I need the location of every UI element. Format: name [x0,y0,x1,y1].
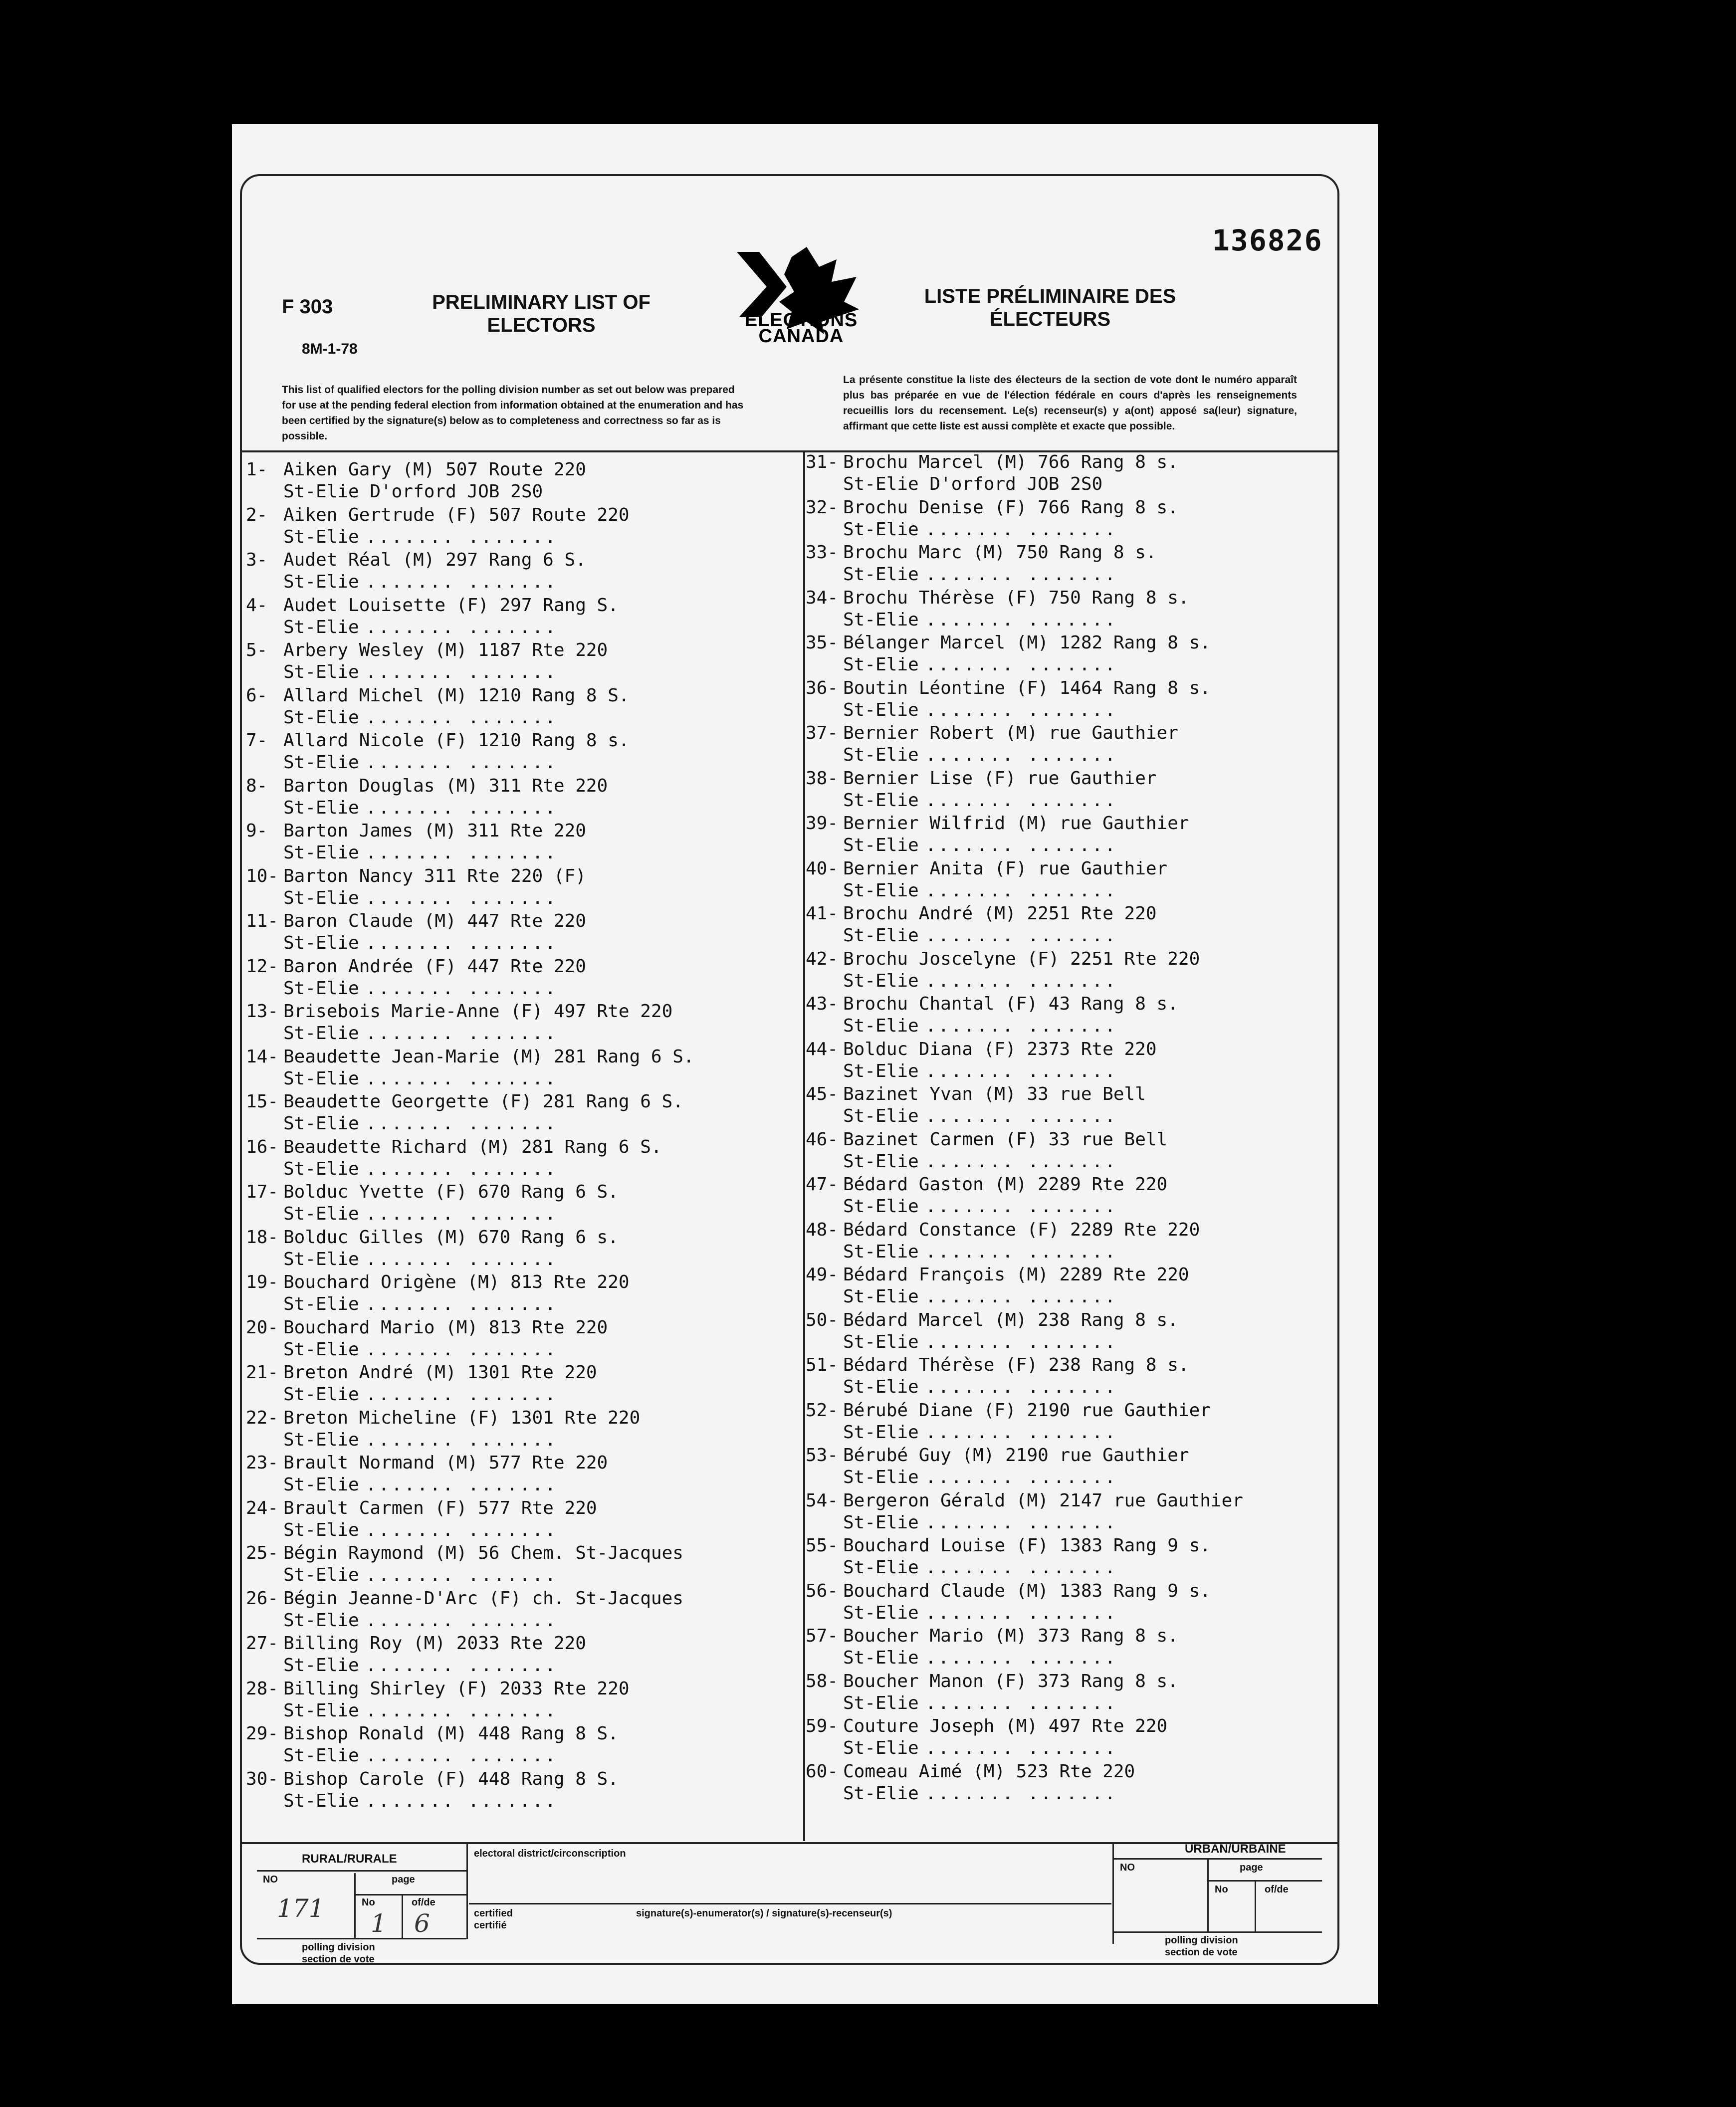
elector-name-address: Aiken Gary (M) 507 Route 220 [283,459,586,480]
elector-locality: St-Elie [283,1068,359,1089]
elector-name-address: Aiken Gertrude (F) 507 Route 220 [283,504,630,525]
elector-name-address: Breton Micheline (F) 1301 Rte 220 [283,1407,641,1428]
footer-rule [354,1894,466,1896]
elector-name-address: Beaudette Jean-Marie (M) 281 Rang 6 S. [283,1046,694,1067]
urban-section-de-vote-label: section de vote [1165,1947,1238,1958]
elector-dot-leader: ....... ....... [925,1106,1118,1126]
elector-number: 8- [246,775,268,796]
elector-locality: St-Elie [283,887,359,908]
elector-name-address: Brault Normand (M) 577 Rte 220 [283,1453,608,1473]
elector-locality: St-Elie [283,526,359,547]
footer-rule [1112,1931,1322,1933]
elector-number: 56- [806,1580,839,1601]
rural-page-no-label: No [362,1897,375,1908]
elector-locality: St-Elie [843,790,919,811]
elector-dot-leader: ....... ....... [366,1023,558,1044]
title-french-line1: LISTE PRÉLIMINAIRE DES [924,285,1176,307]
elector-locality: St-Elie [843,1557,919,1578]
elector-number: 35- [806,632,839,653]
elector-dot-leader: ....... ....... [925,1512,1118,1533]
footer-rule [257,1938,466,1939]
elector-number: 29- [246,1723,279,1744]
elector-dot-leader: ....... ....... [366,1384,558,1405]
elector-number: 5- [246,640,268,660]
elector-name-address: Bolduc Gilles (M) 670 Rang 6 s. [283,1227,619,1248]
elector-number: 12- [246,956,279,977]
elector-dot-leader: ....... ....... [366,1339,558,1360]
footer-rule [1255,1880,1256,1931]
elector-number: 17- [246,1182,279,1202]
elector-locality: St-Elie [843,1512,919,1533]
elector-name-address: Bédard Marcel (M) 238 Rang 8 s. [843,1309,1178,1330]
elector-dot-leader: ....... ....... [366,1475,558,1495]
elector-name-address: Comeau Aimé (M) 523 Rte 220 [843,1761,1135,1782]
elector-number: 54- [806,1490,839,1511]
form-frame [240,174,1339,1965]
elector-dot-leader: ....... ....... [925,654,1118,675]
elector-locality: St-Elie [283,662,359,682]
elector-dot-leader: ....... ....... [925,1196,1118,1217]
elector-locality: St-Elie [843,1783,919,1804]
elector-locality: St-Elie [843,699,919,720]
elector-dot-leader: ....... ....... [925,1648,1118,1668]
elector-number: 58- [806,1671,839,1691]
handwritten-poll-number: 171 [277,1894,325,1923]
elector-locality: St-Elie [843,1467,919,1487]
elector-locality: St-Elie [283,572,359,592]
elector-locality: St-Elie [843,564,919,585]
footer-rule [1112,1858,1322,1860]
elector-name-address: Bazinet Yvan (M) 33 rue Bell [843,1084,1146,1104]
elector-dot-leader: ....... ....... [925,970,1118,991]
title-french [870,285,1230,331]
elector-name-address: Bergeron Gérald (M) 2147 rue Gauthier [843,1490,1243,1511]
elector-dot-leader: ....... ....... [366,1249,558,1269]
elector-number: 24- [246,1497,279,1518]
elector-dot-leader: ....... ....... [366,1113,558,1134]
elector-locality: St-Elie [843,1286,919,1307]
form-number: F 303 [282,296,333,318]
urban-page-of-label: of/de [1265,1884,1289,1895]
elector-locality: St-Elie [843,1241,919,1262]
elector-locality: St-Elie [283,1023,359,1044]
elector-dot-leader: ....... ....... [925,1783,1118,1804]
elector-number: 53- [806,1445,839,1466]
elector-number: 4- [246,595,268,616]
elector-name-address: Brochu Denise (F) 766 Rang 8 s. [843,497,1178,518]
elector-dot-leader: ....... ....... [925,835,1118,855]
urban-label: URBAN/URBAINE [1185,1842,1286,1856]
elector-dot-leader: ....... ....... [925,1060,1118,1081]
elector-locality: St-Elie [283,707,359,728]
elector-dot-leader: ....... ....... [925,519,1118,540]
elector-name-address: Audet Louisette (F) 297 Rang S. [283,595,619,616]
elector-locality: St-Elie D'orford JOB 2S0 [283,481,543,502]
elector-number: 10- [246,865,279,886]
elector-number: 15- [246,1091,279,1112]
elector-locality: St-Elie [283,1475,359,1495]
elector-number: 38- [806,768,839,789]
elector-locality: St-Elie [843,654,919,675]
elector-locality: St-Elie [283,1790,359,1811]
elector-name-address: Bédard Constance (F) 2289 Rte 220 [843,1219,1200,1240]
elector-number: 19- [246,1272,279,1292]
elector-locality: St-Elie [283,1700,359,1721]
elector-dot-leader: ....... ....... [366,1429,558,1450]
elector-name-address: Baron Claude (M) 447 Rte 220 [283,911,586,931]
elector-locality: St-Elie [843,609,919,630]
elector-dot-leader: ....... ....... [366,1655,558,1676]
elector-locality: St-Elie [283,1610,359,1631]
elector-locality: St-Elie [283,1249,359,1269]
elector-name-address: Allard Nicole (F) 1210 Rang 8 s. [283,730,630,751]
rural-polling-division-label: polling division [302,1942,375,1953]
elector-number: 48- [806,1219,839,1240]
elector-dot-leader: ....... ....... [366,572,558,592]
elector-dot-leader: ....... ....... [925,745,1118,765]
footer-rule [1207,1880,1322,1882]
elector-dot-leader: ....... ....... [925,1692,1118,1713]
document-sheet [232,124,1378,2004]
elector-dot-leader: ....... ....... [925,1151,1118,1172]
elector-locality: St-Elie D'orford JOB 2S0 [843,474,1103,494]
elector-locality: St-Elie [843,880,919,901]
elector-locality: St-Elie [843,925,919,946]
elector-number: 34- [806,587,839,608]
elector-dot-leader: ....... ....... [366,752,558,773]
elector-number: 43- [806,994,839,1014]
elector-dot-leader: ....... ....... [366,707,558,728]
urban-no-label: NO [1120,1862,1135,1873]
elector-name-address: Barton James (M) 311 Rte 220 [283,821,586,841]
elector-number: 25- [246,1543,279,1563]
elector-number: 14- [246,1046,279,1067]
elector-dot-leader: ....... ....... [925,609,1118,630]
elector-number: 40- [806,858,839,879]
elector-number: 47- [806,1174,839,1195]
rural-section-de-vote-label: section de vote [302,1954,375,1965]
elector-locality: St-Elie [283,1384,359,1405]
elector-name-address: Bernier Wilfrid (M) rue Gauthier [843,813,1189,834]
elector-locality: St-Elie [283,1113,359,1134]
elector-number: 46- [806,1129,839,1150]
elector-name-address: Bernier Lise (F) rue Gauthier [843,768,1157,789]
elector-name-address: Brochu Marcel (M) 766 Rang 8 s. [843,452,1178,472]
elector-dot-leader: ....... ....... [366,1745,558,1766]
column-divider [803,451,805,1841]
elector-number: 55- [806,1535,839,1556]
elector-number: 21- [246,1362,279,1383]
elector-dot-leader: ....... ....... [366,933,558,953]
elector-name-address: Arbery Wesley (M) 1187 Rte 220 [283,640,608,660]
elector-locality: St-Elie [283,1294,359,1314]
elector-name-address: Bishop Carole (F) 448 Rang 8 S. [283,1768,619,1789]
elector-name-address: Breton André (M) 1301 Rte 220 [283,1362,597,1383]
handwritten-page-number: 1 [371,1909,387,1938]
elector-number: 41- [806,903,839,924]
elector-number: 57- [806,1626,839,1646]
elector-name-address: Brochu Thérèse (F) 750 Rang 8 s. [843,587,1189,608]
electoral-district-label: electoral district/circonscription [474,1848,626,1859]
elector-number: 33- [806,542,839,563]
form-footer [242,1842,1337,1969]
elector-name-address: Bédard Gaston (M) 2289 Rte 220 [843,1174,1168,1195]
elector-locality: St-Elie [843,835,919,855]
elector-number: 39- [806,813,839,834]
elector-name-address: Couture Joseph (M) 497 Rte 220 [843,1716,1168,1736]
elector-dot-leader: ....... ....... [366,1565,558,1585]
elector-dot-leader: ....... ....... [366,887,558,908]
elector-number: 7- [246,730,268,751]
elector-name-address: Boucher Mario (M) 373 Rang 8 s. [843,1626,1178,1646]
elector-dot-leader: ....... ....... [925,790,1118,811]
logo-line2: CANADA [758,326,844,347]
title-english-line1: PRELIMINARY LIST OF [432,291,651,313]
elector-locality: St-Elie [283,617,359,637]
elector-dot-leader: ....... ....... [366,1610,558,1631]
elector-locality: St-Elie [283,797,359,818]
elector-number: 3- [246,550,268,570]
rural-page-label: page [392,1874,415,1885]
urban-page-no-label: No [1215,1884,1228,1895]
elector-name-address: Beaudette Georgette (F) 281 Rang 6 S. [283,1091,683,1112]
elector-dot-leader: ....... ....... [925,1467,1118,1487]
elector-number: 51- [806,1355,839,1375]
elector-locality: St-Elie [283,1655,359,1676]
certified-label: certified [474,1908,513,1919]
elector-locality: St-Elie [843,1648,919,1668]
elector-number: 23- [246,1453,279,1473]
elector-locality: St-Elie [283,978,359,999]
print-code: 8M-1-78 [302,341,358,357]
handwritten-page-total: 6 [414,1909,430,1938]
elector-locality: St-Elie [843,1738,919,1758]
elector-name-address: Bégin Jeanne-D'Arc (F) ch. St-Jacques [283,1588,683,1609]
elector-locality: St-Elie [843,970,919,991]
elector-name-address: Bouchard Origène (M) 813 Rte 220 [283,1272,630,1292]
elector-name-address: Bouchard Louise (F) 1383 Rang 9 s. [843,1535,1211,1556]
rural-label: RURAL/RURALE [302,1852,397,1866]
elector-name-address: Boucher Manon (F) 373 Rang 8 s. [843,1671,1178,1691]
elector-number: 20- [246,1317,279,1338]
elector-name-address: Barton Nancy 311 Rte 220 (F) [283,865,586,886]
footer-rule [1207,1859,1209,1931]
elector-locality: St-Elie [283,1429,359,1450]
elector-dot-leader: ....... ....... [366,1790,558,1811]
elector-locality: St-Elie [283,1339,359,1360]
elector-name-address: Brochu Marc (M) 750 Rang 8 s. [843,542,1157,563]
elector-dot-leader: ....... ....... [366,617,558,637]
elector-dot-leader: ....... ....... [925,1557,1118,1578]
elector-dot-leader: ....... ....... [366,1068,558,1089]
elector-name-address: Bédard Thérèse (F) 238 Rang 8 s. [843,1355,1189,1375]
elector-dot-leader: ....... ....... [925,880,1118,901]
elector-dot-leader: ....... ....... [925,699,1118,720]
elector-dot-leader: ....... ....... [366,526,558,547]
footer-rule [466,1844,468,1939]
elector-name-address: Bédard François (M) 2289 Rte 220 [843,1264,1189,1285]
elector-dot-leader: ....... ....... [366,1519,558,1540]
elector-locality: St-Elie [843,1060,919,1081]
elector-name-address: Bolduc Yvette (F) 670 Rang 6 S. [283,1182,619,1202]
urban-page-label: page [1240,1862,1263,1873]
elector-number: 18- [246,1227,279,1248]
rural-page-of-label: of/de [412,1897,435,1908]
footer-rule [257,1870,466,1872]
elector-name-address: Bernier Robert (M) rue Gauthier [843,723,1178,743]
elector-locality: St-Elie [283,1745,359,1766]
elector-name-address: Brault Carmen (F) 577 Rte 220 [283,1497,597,1518]
logo-wordmark [729,310,873,347]
elector-locality: St-Elie [843,1106,919,1126]
elector-locality: St-Elie [843,745,919,765]
elector-name-address: Boutin Léontine (F) 1464 Rang 8 s. [843,677,1211,698]
elector-locality: St-Elie [283,1565,359,1585]
elector-dot-leader: ....... ....... [925,1738,1118,1758]
elector-number: 52- [806,1400,839,1421]
elector-name-address: Bérubé Diane (F) 2190 rue Gauthier [843,1400,1211,1421]
elector-name-address: Bernier Anita (F) rue Gauthier [843,858,1168,879]
elector-number: 28- [246,1678,279,1699]
elector-dot-leader: ....... ....... [366,1700,558,1721]
title-english [402,291,681,337]
elector-number: 16- [246,1136,279,1157]
elector-name-address: Bérubé Guy (M) 2190 rue Gauthier [843,1445,1189,1466]
elector-number: 27- [246,1633,279,1654]
elector-dot-leader: ....... ....... [366,662,558,682]
title-french-line2: ÉLECTEURS [989,308,1111,330]
elector-locality: St-Elie [843,519,919,540]
elector-dot-leader: ....... ....... [925,1377,1118,1397]
elector-locality: St-Elie [283,1519,359,1540]
elector-number: 9- [246,821,268,841]
intro-french: La présente constitue la liste des électeurs de la section de vote dont le numéro apparaît plus bas préparée en vue de l'élection fédérale en cours d'après les renseignements recueillis lors du recensement. Le(s) recenseur(s) y a(ont) apposé sa(leur) signature, affirmant que cette liste est aussi complète et exacte que possible. [843,374,1297,432]
signature-label: signature(s)-enumerator(s) / signature(s)-recenseur(s) [636,1908,892,1919]
elector-number: 6- [246,685,268,706]
elector-name-address: Baron Andrée (F) 447 Rte 220 [283,956,586,977]
elector-number: 37- [806,723,839,743]
elector-dot-leader: ....... ....... [366,1204,558,1224]
elector-number: 44- [806,1039,839,1059]
elector-name-address: Allard Michel (M) 1210 Rang 8 S. [283,685,630,706]
elector-locality: St-Elie [843,1602,919,1623]
footer-rule [402,1894,403,1939]
elector-number: 36- [806,677,839,698]
elector-number: 1- [246,459,268,480]
elector-name-address: Billing Shirley (F) 2033 Rte 220 [283,1678,630,1699]
elector-locality: St-Elie [843,1422,919,1443]
rural-no-label: NO [263,1874,278,1885]
elector-name-address: Barton Douglas (M) 311 Rte 220 [283,775,608,796]
elector-dot-leader: ....... ....... [925,1602,1118,1623]
elector-name-address: Bouchard Claude (M) 1383 Rang 9 s. [843,1580,1211,1601]
footer-rule [469,1903,1111,1904]
elector-dot-leader: ....... ....... [366,1158,558,1179]
elector-name-address: Bazinet Carmen (F) 33 rue Bell [843,1129,1168,1150]
elector-number: 30- [246,1768,279,1789]
elector-locality: St-Elie [843,1016,919,1036]
elector-number: 31- [806,452,839,472]
elector-name-address: Audet Réal (M) 297 Rang 6 S. [283,550,586,570]
elector-locality: St-Elie [843,1196,919,1217]
elector-number: 50- [806,1309,839,1330]
elector-locality: St-Elie [283,752,359,773]
elector-dot-leader: ....... ....... [925,1286,1118,1307]
urban-polling-division-label: polling division [1165,1935,1238,1946]
elector-locality: St-Elie [283,933,359,953]
elector-dot-leader: ....... ....... [925,564,1118,585]
elector-number: 22- [246,1407,279,1428]
elector-dot-leader: ....... ....... [366,1294,558,1314]
certifie-label: certifié [474,1920,507,1931]
elector-number: 49- [806,1264,839,1285]
elector-name-address: Bégin Raymond (M) 56 Chem. St-Jacques [283,1543,683,1563]
elector-number: 59- [806,1716,839,1736]
elector-number: 13- [246,1001,279,1022]
elector-dot-leader: ....... ....... [925,1331,1118,1352]
elector-dot-leader: ....... ....... [925,1422,1118,1443]
elector-name-address: Brisebois Marie-Anne (F) 497 Rte 220 [283,1001,673,1022]
elector-dot-leader: ....... ....... [925,1016,1118,1036]
elector-locality: St-Elie [843,1331,919,1352]
elector-dot-leader: ....... ....... [366,797,558,818]
elector-locality: St-Elie [283,843,359,863]
elector-dot-leader: ....... ....... [925,925,1118,946]
elector-name-address: Bélanger Marcel (M) 1282 Rang 8 s. [843,632,1211,653]
elector-dot-leader: ....... ....... [366,843,558,863]
elector-dot-leader: ....... ....... [366,978,558,999]
elector-dot-leader: ....... ....... [925,1241,1118,1262]
elector-number: 42- [806,948,839,969]
elector-number: 11- [246,911,279,931]
elector-name-address: Bouchard Mario (M) 813 Rte 220 [283,1317,608,1338]
elector-number: 26- [246,1588,279,1609]
elector-name-address: Bishop Ronald (M) 448 Rang 8 S. [283,1723,619,1744]
elector-number: 2- [246,504,268,525]
elector-name-address: Billing Roy (M) 2033 Rte 220 [283,1633,586,1654]
serial-number: 136826 [1212,223,1323,257]
intro-english: This list of qualified electors for the polling division number as set out below was prepared for use at the pending federal election from information obtained at the enumeration and has been certified by the signature(s) below as to completeness and correctness so far as is possible. [282,384,744,442]
elector-locality: St-Elie [843,1377,919,1397]
elector-number: 32- [806,497,839,518]
elector-locality: St-Elie [843,1692,919,1713]
elector-locality: St-Elie [843,1151,919,1172]
elector-number: 45- [806,1084,839,1104]
logo-line1: ELECTIONS [744,310,858,331]
elector-name-address: Bolduc Diana (F) 2373 Rte 220 [843,1039,1157,1059]
title-english-line2: ELECTORS [487,314,596,336]
elector-name-address: Brochu Joscelyne (F) 2251 Rte 220 [843,948,1200,969]
footer-rule [354,1873,356,1938]
elector-name-address: Brochu André (M) 2251 Rte 220 [843,903,1157,924]
elector-locality: St-Elie [283,1158,359,1179]
elector-locality: St-Elie [283,1204,359,1224]
elector-name-address: Brochu Chantal (F) 43 Rang 8 s. [843,994,1178,1014]
elector-name-address: Beaudette Richard (M) 281 Rang 6 S. [283,1136,662,1157]
elector-number: 60- [806,1761,839,1782]
